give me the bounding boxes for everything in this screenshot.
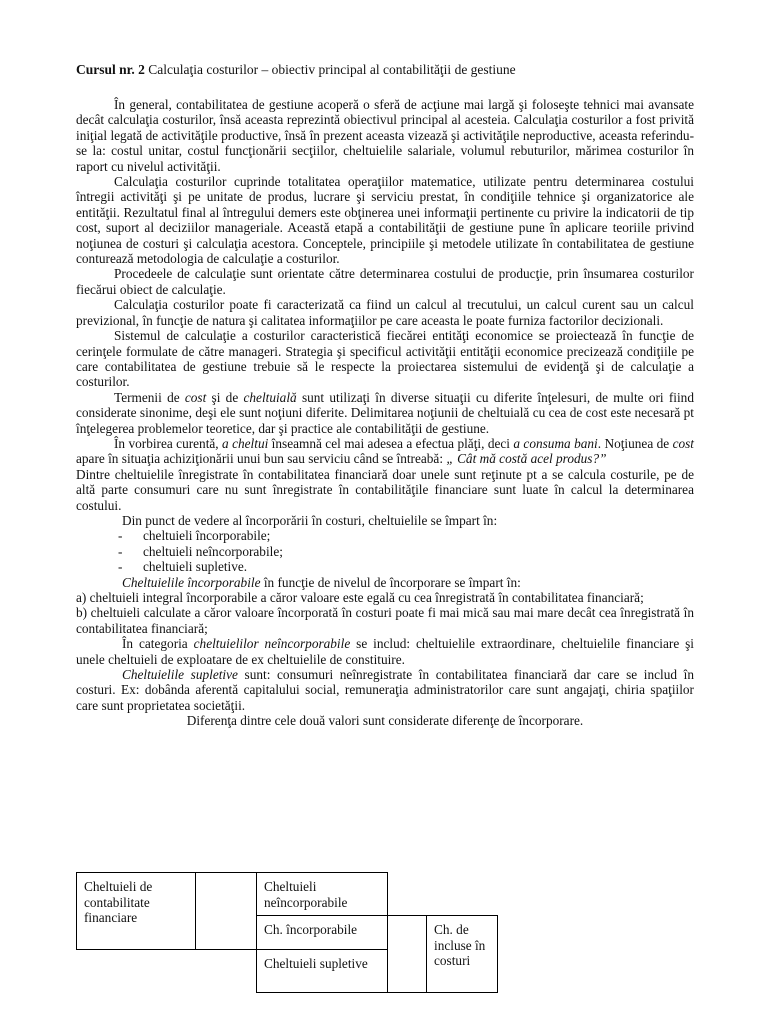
paragraph: În categoria cheltuielilor neîncorporabile se includ: cheltuielile extraordinare, cheltuielile financiare şi unele cheltuieli de exploatare de ex cheltuielile de constituire. bbox=[76, 636, 694, 667]
paragraph: Calculaţia costurilor poate fi caracterizată ca fiind un calcul al trecutului, un calcul curent sau un calcul previzional, în funcţie de natura şi calitatea informaţiilor pe care aceasta le poate furniza factorilor decizionali. bbox=[76, 297, 694, 328]
paragraph: În vorbirea curentă, a cheltui înseamnă cel mai adesea a efectua plăţi, deci a consuma bani. Noţiunea de cost apare în situaţia achiziţionării unui bun sau serviciu când se întreabă: „ Cât mă costă acel produs?” bbox=[76, 435, 694, 467]
paragraph: Termenii de cost şi de cheltuială sunt utilizaţi în diverse situaţii cu diferite înţelesuri, de multe ori fiind considerate sinonime, deşi ele sunt noţiuni diferite. Delimitarea noţiunii de cheltuială cu cea de cost este necesară pt înţelegerea problemelor teoretice, dar şi practice ale contabilităţii de gestiune. bbox=[76, 389, 694, 436]
paragraph: a) cheltuieli integral încorporabile a căror valoare este egală cu cea înregistrată în contabilitatea financiară; bbox=[76, 590, 644, 605]
cell-supplementary: Cheltuieli supletive bbox=[256, 949, 388, 993]
cell-empty bbox=[387, 915, 427, 993]
expense-type-list bbox=[76, 528, 694, 574]
list-item: - cheltuieli încorporabile; bbox=[118, 528, 694, 543]
document-body bbox=[76, 97, 694, 729]
list-item: - cheltuieli supletive. bbox=[118, 559, 694, 574]
paragraph: Calculaţia costurilor cuprinde totalitatea operaţiilor matematice, utilizate pentru determinarea costului întregii activităţi şi pe unitate de produs, lucrare şi serviciu prestat, în condiţiile tehnice şi organizatorice ale entităţii. Rezultatul final al întregului demers este obţinerea unei informaţii pertinente cu privire la indicatorii de tip cost, suport al deciziilor manageriale. Această etapă a contabilităţii de gestiune pune în aplicare teoriile privind noţiunea de costuri şi calculaţia acestora. Conceptele, principiile şi metodele utilizate în contabilitatea de gestiune conturează metodologia de calculaţie a costurilor. bbox=[76, 174, 694, 267]
cell-financial-expenses: Cheltuieli de contabilitate financiare bbox=[76, 872, 196, 950]
paragraph: Procedeele de calculaţie sunt orientate către determinarea costului de producţie, prin însumarea costurilor fiecărui obiect de calculaţie. bbox=[76, 266, 694, 297]
cell-incorporable: Ch. încorporabile bbox=[256, 915, 388, 950]
paragraph: Cheltuielile supletive sunt: consumuri neînregistrate în contabilitatea financiară dar care se includ în costuri. Ex: dobânda aferentă capitalului social, remuneraţia administratorilor care sunt angajaţi, chiria spaţiilor care sunt proprietatea societăţii. bbox=[76, 667, 694, 713]
paragraph: Cheltuielile încorporabile în funcţie de nivelul de încorporare se împart în: bbox=[122, 574, 521, 590]
cell-empty bbox=[195, 872, 257, 950]
course-subject: Calculaţia costurilor – obiectiv principal al contabilităţii de gestiune bbox=[148, 62, 516, 77]
paragraph: b) cheltuieli calculate a căror valoare încorporată în costuri poate fi mai mică sau mai mare decât cea înregistrată în contabilitatea financiară; bbox=[76, 605, 694, 636]
paragraph: Diferenţa dintre cele două valori sunt considerate diferenţe de încorporare. bbox=[186, 713, 584, 729]
paragraph: Dintre cheltuielile înregistrate în contabilitatea financiară doar unele sunt reţinute pt a se calcula costurile, pe de altă parte consumuri care nu sunt înregistrate în contabilităţile financiare sunt luate în calcul la determinarea costului. bbox=[76, 466, 694, 513]
paragraph: Sistemul de calculaţie a costurilor caracteristică fiecărei entităţi economice se proiectează în funcţie de cerinţele formulate de către manageri. Strategia şi specificul activităţii entităţii economice precizează condiţiile pe care contabilitatea de gestiune trebuie să le respecte la proiectarea sistemului de evidenţă şi de calculaţie a costurilor. bbox=[76, 328, 694, 390]
course-number: Cursul nr. 2 bbox=[76, 62, 145, 77]
paragraph: În general, contabilitatea de gestiune acoperă o sferă de acţiune mai largă şi foloseşte tehnici mai avansate decât calculaţia costurilor, însă aceasta reprezintă obiectivul principal al acesteia. Calculaţia costurilor a fost privită iniţial legată de activităţile productive, însă în prezent aceasta vizează şi activităţile neproductive, aceasta referindu-se la: costul unitar, costul funcţionării secţiilor, cheltuielile salariale, volumul rebuturilor, mărimea costurilor în raport cu nivelul activităţii. bbox=[76, 97, 694, 174]
list-item: - cheltuieli neîncorporabile; bbox=[118, 544, 694, 559]
page-title bbox=[76, 62, 696, 77]
cell-included-in-costs: Ch. de incluse în costuri bbox=[426, 915, 498, 993]
cell-non-incorporable: Cheltuieli neîncorporabile bbox=[256, 872, 388, 916]
paragraph: Din punct de vedere al încorporării în costuri, cheltuielile se împart în: bbox=[122, 512, 498, 528]
